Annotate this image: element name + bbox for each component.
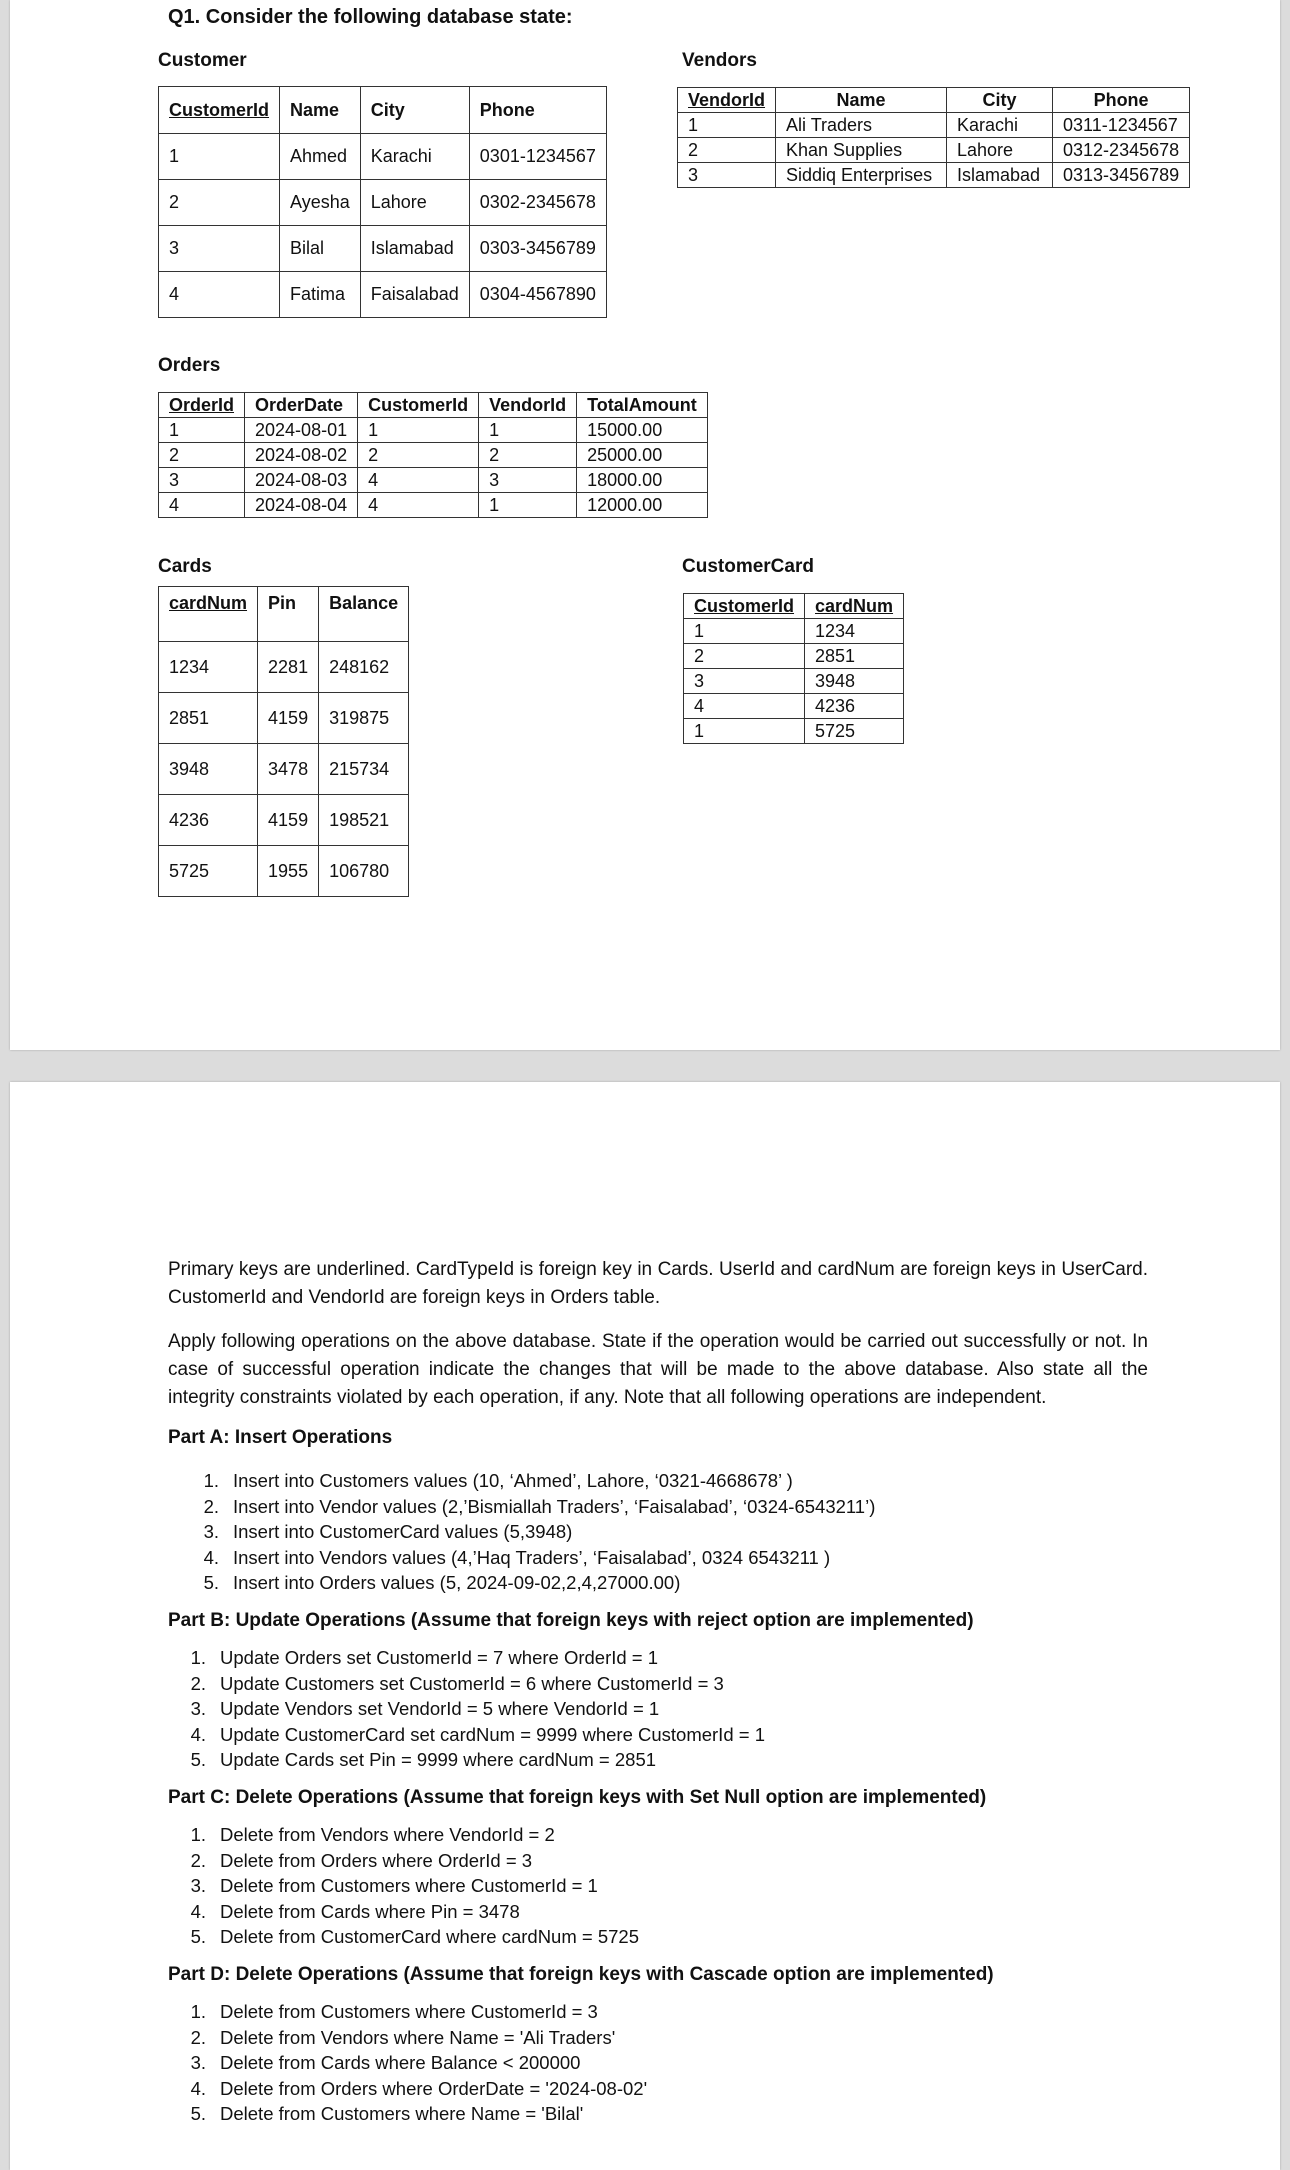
item-number: 2. bbox=[203, 1495, 219, 1517]
table-row bbox=[159, 418, 708, 443]
column-header: Name bbox=[776, 88, 947, 113]
table-cell: 2 bbox=[159, 180, 280, 226]
table-cell: 2 bbox=[479, 443, 577, 468]
table-cell: Ahmed bbox=[280, 134, 361, 180]
table-cell: 3 bbox=[159, 226, 280, 272]
table-cell: 2851 bbox=[159, 693, 258, 744]
item-number: 4. bbox=[190, 2077, 206, 2099]
table-row bbox=[159, 226, 607, 272]
table-cell: 1 bbox=[358, 418, 479, 443]
item-number: 5. bbox=[190, 2103, 206, 2124]
table-cell: 2281 bbox=[258, 642, 319, 693]
table-cell: 0303-3456789 bbox=[469, 226, 606, 272]
table-row bbox=[159, 493, 708, 518]
list-item bbox=[168, 1696, 765, 1722]
table-cell: 2851 bbox=[805, 644, 904, 669]
table-cell: 215734 bbox=[319, 744, 409, 795]
item-text: Update Orders set CustomerId = 7 where OrderId = 1 bbox=[220, 1647, 659, 1668]
orders-table bbox=[158, 392, 708, 518]
item-number: 3. bbox=[190, 1698, 206, 1719]
table-cell: 3948 bbox=[805, 669, 904, 694]
item-number: 5. bbox=[203, 1572, 219, 1593]
table-cell: 5725 bbox=[159, 846, 258, 897]
item-text: Insert into Customers values (10, ‘Ahmed’, Lahore, ‘0321-4668678’ ) bbox=[233, 1470, 793, 1491]
table-header-row bbox=[684, 594, 904, 619]
table-cell: 2024-08-04 bbox=[245, 493, 358, 518]
table-cell: 2024-08-02 bbox=[245, 443, 358, 468]
column-header: CustomerId bbox=[684, 594, 805, 619]
table-cell: 4 bbox=[358, 468, 479, 493]
table-header-row bbox=[159, 587, 409, 642]
item-text: Delete from Cards where Balance < 200000 bbox=[220, 2052, 581, 2073]
column-header: OrderDate bbox=[245, 393, 358, 418]
table-cell: 1234 bbox=[805, 619, 904, 644]
table-cell: Karachi bbox=[947, 113, 1053, 138]
table-cell: Siddiq Enterprises bbox=[776, 163, 947, 188]
table-cell: 0312-2345678 bbox=[1053, 138, 1190, 163]
part-d-list bbox=[168, 1999, 647, 2127]
item-text: Delete from Orders where OrderId = 3 bbox=[220, 1849, 533, 1871]
part-a-heading: Part A: Insert Operations bbox=[168, 1427, 393, 1448]
item-text: Delete from Vendors where VendorId = 2 bbox=[220, 1824, 555, 1845]
item-text: Delete from Customers where CustomerId = 3 bbox=[220, 2001, 598, 2022]
table-cell: 3 bbox=[678, 163, 776, 188]
column-header: Phone bbox=[469, 87, 606, 134]
part-b-heading: Part B: Update Operations (Assume that foreign keys with reject option are implemented) bbox=[168, 1610, 974, 1631]
list-item bbox=[168, 1570, 875, 1596]
table-cell: Khan Supplies bbox=[776, 138, 947, 163]
page-1 bbox=[10, 0, 1280, 1050]
column-header: CustomerId bbox=[358, 393, 479, 418]
column-header: Name bbox=[280, 87, 361, 134]
table-row bbox=[159, 795, 409, 846]
table-row bbox=[159, 134, 607, 180]
part-b-list bbox=[168, 1645, 765, 1773]
table-cell: 0302-2345678 bbox=[469, 180, 606, 226]
customercard-table bbox=[683, 593, 904, 744]
table-cell: 2 bbox=[678, 138, 776, 163]
list-item bbox=[168, 2025, 647, 2051]
table-cell: 1234 bbox=[159, 642, 258, 693]
table-row bbox=[684, 644, 904, 669]
table-row bbox=[159, 846, 409, 897]
customercard-table-label: CustomerCard bbox=[682, 556, 814, 577]
list-item bbox=[168, 1899, 639, 1925]
column-header: Pin bbox=[258, 587, 319, 642]
table-header-row bbox=[159, 393, 708, 418]
list-item bbox=[168, 1873, 639, 1899]
part-a-list bbox=[168, 1468, 875, 1596]
part-d-heading: Part D: Delete Operations (Assume that foreign keys with Cascade option are implemented) bbox=[168, 1964, 994, 1985]
item-number: 2. bbox=[190, 2026, 206, 2048]
item-text: Insert into CustomerCard values (5,3948) bbox=[233, 1521, 573, 1542]
table-cell: Lahore bbox=[947, 138, 1053, 163]
item-number: 4. bbox=[203, 1546, 219, 1568]
item-text: Update CustomerCard set cardNum = 9999 where CustomerId = 1 bbox=[220, 1723, 765, 1745]
table-cell: 18000.00 bbox=[577, 468, 708, 493]
list-item bbox=[168, 1722, 765, 1748]
table-cell: 3478 bbox=[258, 744, 319, 795]
table-cell: 4 bbox=[358, 493, 479, 518]
item-text: Delete from Orders where OrderDate = '2024-08-02' bbox=[220, 2077, 648, 2099]
item-number: 1. bbox=[190, 2001, 206, 2022]
orders-table-label: Orders bbox=[158, 355, 221, 376]
table-row bbox=[159, 443, 708, 468]
column-header: cardNum bbox=[159, 587, 258, 642]
column-header: OrderId bbox=[159, 393, 245, 418]
item-number: 1. bbox=[190, 1824, 206, 1845]
table-row bbox=[159, 468, 708, 493]
list-item bbox=[168, 1494, 875, 1520]
table-cell: 2024-08-01 bbox=[245, 418, 358, 443]
item-number: 4. bbox=[190, 1723, 206, 1745]
table-cell: 5725 bbox=[805, 719, 904, 744]
table-cell: 248162 bbox=[319, 642, 409, 693]
table-cell: 1 bbox=[479, 418, 577, 443]
item-number: 3. bbox=[203, 1521, 219, 1542]
item-text: Update Cards set Pin = 9999 where cardNum = 2851 bbox=[220, 1749, 657, 1770]
table-cell: 1 bbox=[684, 719, 805, 744]
table-cell: Islamabad bbox=[360, 226, 469, 272]
table-cell: 2 bbox=[358, 443, 479, 468]
vendors-table-label: Vendors bbox=[682, 50, 757, 71]
column-header: City bbox=[360, 87, 469, 134]
item-number: 2. bbox=[190, 1672, 206, 1694]
list-item bbox=[168, 1924, 639, 1950]
column-header: cardNum bbox=[805, 594, 904, 619]
table-cell: 2024-08-03 bbox=[245, 468, 358, 493]
customer-table bbox=[158, 86, 607, 318]
item-number: 1. bbox=[203, 1470, 219, 1491]
table-cell: 2 bbox=[159, 443, 245, 468]
list-item bbox=[168, 2101, 647, 2127]
table-cell: 3 bbox=[684, 669, 805, 694]
table-row bbox=[684, 694, 904, 719]
table-cell: 0311-1234567 bbox=[1053, 113, 1190, 138]
list-item bbox=[168, 1999, 647, 2025]
table-cell: 0313-3456789 bbox=[1053, 163, 1190, 188]
list-item bbox=[168, 1545, 875, 1571]
table-cell: Ayesha bbox=[280, 180, 361, 226]
column-header: City bbox=[947, 88, 1053, 113]
table-cell: Fatima bbox=[280, 272, 361, 318]
item-number: 2. bbox=[190, 1849, 206, 1871]
table-row bbox=[159, 272, 607, 318]
item-number: 1. bbox=[190, 1647, 206, 1668]
table-cell: 2 bbox=[684, 644, 805, 669]
table-cell: 4159 bbox=[258, 795, 319, 846]
item-number: 5. bbox=[190, 1749, 206, 1770]
list-item bbox=[168, 2076, 647, 2102]
item-number: 3. bbox=[190, 2052, 206, 2073]
table-cell: 0301-1234567 bbox=[469, 134, 606, 180]
instructions-paragraph: Apply following operations on the above database. State if the operation would be carried out successfully or not. In case of successful operation indicate the changes that will be made to the above database. Also state all the integrity constraints violated by each operation, if any. Note that all following operations are independent. bbox=[168, 1331, 1148, 1408]
list-item bbox=[168, 1671, 765, 1697]
item-text: Update Vendors set VendorId = 5 where VendorId = 1 bbox=[220, 1698, 660, 1719]
table-cell: Lahore bbox=[360, 180, 469, 226]
column-header: TotalAmount bbox=[577, 393, 708, 418]
cards-table bbox=[158, 586, 409, 897]
table-header-row bbox=[159, 87, 607, 134]
list-item bbox=[168, 1822, 639, 1848]
table-cell: 1 bbox=[159, 418, 245, 443]
table-row bbox=[678, 113, 1190, 138]
question-title: Q1. Consider the following database state: bbox=[168, 6, 573, 28]
cards-table-label: Cards bbox=[158, 556, 212, 577]
table-row bbox=[159, 744, 409, 795]
table-row bbox=[159, 693, 409, 744]
table-cell: 1 bbox=[678, 113, 776, 138]
list-item bbox=[168, 1468, 875, 1494]
table-cell: Faisalabad bbox=[360, 272, 469, 318]
table-cell: 12000.00 bbox=[577, 493, 708, 518]
table-row bbox=[684, 669, 904, 694]
table-row bbox=[159, 642, 409, 693]
list-item bbox=[168, 1747, 765, 1773]
item-text: Update Customers set CustomerId = 6 where CustomerId = 3 bbox=[220, 1672, 724, 1694]
table-cell: 4159 bbox=[258, 693, 319, 744]
table-row bbox=[678, 138, 1190, 163]
list-item bbox=[168, 1848, 639, 1874]
table-row bbox=[159, 180, 607, 226]
table-cell: 4 bbox=[159, 272, 280, 318]
table-row bbox=[684, 619, 904, 644]
table-cell: 15000.00 bbox=[577, 418, 708, 443]
table-cell: 198521 bbox=[319, 795, 409, 846]
item-text: Delete from CustomerCard where cardNum = 5725 bbox=[220, 1926, 639, 1947]
vendors-table bbox=[677, 87, 1190, 188]
item-text: Delete from Vendors where Name = 'Ali Traders' bbox=[220, 2026, 616, 2048]
item-number: 3. bbox=[190, 1875, 206, 1896]
table-cell: 3 bbox=[159, 468, 245, 493]
table-cell: 1955 bbox=[258, 846, 319, 897]
table-cell: 4 bbox=[159, 493, 245, 518]
table-cell: 3 bbox=[479, 468, 577, 493]
table-cell: 4 bbox=[684, 694, 805, 719]
part-c-heading: Part C: Delete Operations (Assume that foreign keys with Set Null option are implemented) bbox=[168, 1787, 987, 1808]
table-cell: Ali Traders bbox=[776, 113, 947, 138]
item-number: 4. bbox=[190, 1900, 206, 1922]
column-header: CustomerId bbox=[159, 87, 280, 134]
item-text: Delete from Customers where CustomerId = 1 bbox=[220, 1875, 598, 1896]
column-header: Balance bbox=[319, 587, 409, 642]
table-cell: 3948 bbox=[159, 744, 258, 795]
table-cell: Bilal bbox=[280, 226, 361, 272]
table-row bbox=[678, 163, 1190, 188]
item-text: Insert into Vendors values (4,’Haq Traders’, ‘Faisalabad’, 0324 6543211 ) bbox=[233, 1546, 831, 1568]
table-cell: 4236 bbox=[159, 795, 258, 846]
table-cell: 25000.00 bbox=[577, 443, 708, 468]
item-text: Insert into Orders values (5, 2024-09-02,2,4,27000.00) bbox=[233, 1572, 681, 1593]
table-cell: Karachi bbox=[360, 134, 469, 180]
list-item bbox=[168, 1645, 765, 1671]
table-header-row bbox=[678, 88, 1190, 113]
column-header: Phone bbox=[1053, 88, 1190, 113]
item-text: Delete from Customers where Name = 'Bilal' bbox=[220, 2103, 584, 2124]
item-text: Delete from Cards where Pin = 3478 bbox=[220, 1900, 520, 1922]
list-item bbox=[168, 1519, 875, 1545]
table-cell: 0304-4567890 bbox=[469, 272, 606, 318]
table-cell: 1 bbox=[479, 493, 577, 518]
table-cell: 1 bbox=[159, 134, 280, 180]
table-row bbox=[684, 719, 904, 744]
primary-keys-note: Primary keys are underlined. CardTypeId is foreign key in Cards. UserId and cardNum are foreign keys in UserCard. CustomerId and VendorId are foreign keys in Orders table. bbox=[168, 1259, 1148, 1308]
table-cell: Islamabad bbox=[947, 163, 1053, 188]
table-cell: 1 bbox=[684, 619, 805, 644]
customer-table-label: Customer bbox=[158, 50, 247, 71]
item-text: Insert into Vendor values (2,’Bismiallah Traders’, ‘Faisalabad’, ‘0324-6543211’) bbox=[233, 1495, 876, 1517]
column-header: VendorId bbox=[678, 88, 776, 113]
table-cell: 106780 bbox=[319, 846, 409, 897]
part-c-list bbox=[168, 1822, 639, 1950]
page-2 bbox=[10, 1082, 1280, 2170]
table-cell: 319875 bbox=[319, 693, 409, 744]
item-number: 5. bbox=[190, 1926, 206, 1947]
table-cell: 4236 bbox=[805, 694, 904, 719]
list-item bbox=[168, 2050, 647, 2076]
column-header: VendorId bbox=[479, 393, 577, 418]
